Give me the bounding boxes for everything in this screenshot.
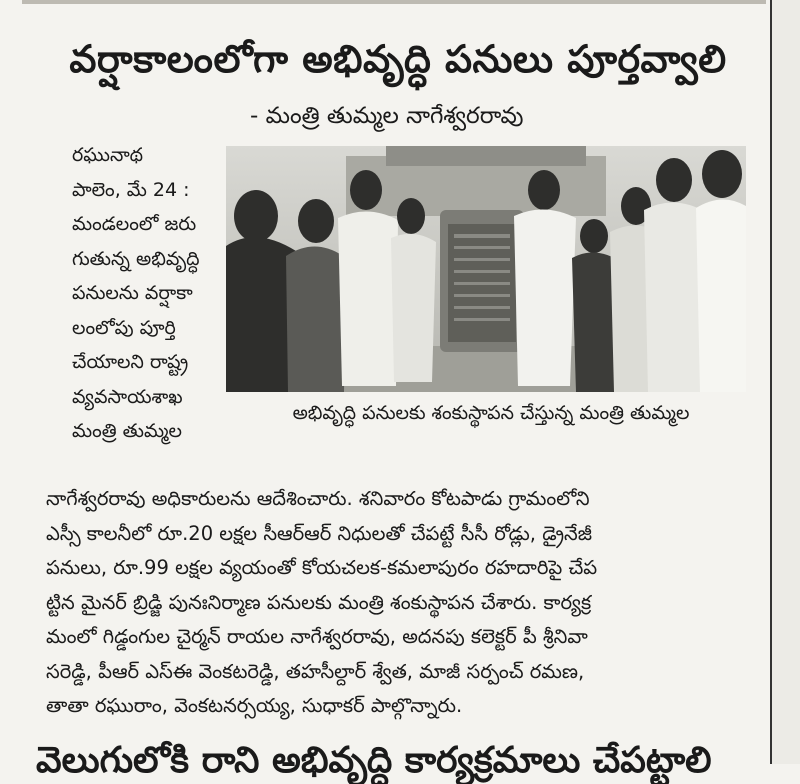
text-line: పనులను వర్షాకా (72, 282, 193, 304)
text-line: పనులు, రూ.99 లక్షల వ్యయంతో కోయచలక-కమలాపురం రహదారిపై చేప (46, 556, 598, 579)
text-line: తాతా రఘురాం, వెంకటనర్సయ్య, సుధాకర్ పాల్గొన్నారు. (46, 694, 463, 717)
article-body (46, 482, 760, 724)
text-line: లంలోపు పూర్తి (72, 316, 176, 339)
text-line: ట్టిన మైనర్ బ్రిడ్జి పునఃనిర్మాణ పనులకు మంత్రి శంకుస్థాపన చేశారు. కార్యక్ర (46, 590, 592, 614)
text-line: నాగేశ్వరరావు అధికారులను ఆదేశించారు. శనివారం కోటపాడు గ్రామంలోని (46, 487, 590, 510)
text-line: మంత్రి తుమ్మల (72, 420, 183, 442)
text-line: మంలో గిడ్డంగుల చైర్మన్ రాయల నాగేశ్వరరావు, అదనపు కలెక్టర్ పీ శ్రీనివా (46, 625, 588, 648)
article-byline: - మంత్రి తుమ్మల నాగేశ్వరరావు (250, 103, 524, 129)
text-line: గుతున్న అభివృద్ధి (72, 247, 200, 270)
text-line: సరెడ్డి, పీఆర్ ఎస్ఈ వెంకటరెడ్డి, తహసీల్దార్ శ్వేత, మాజీ సర్పంచ్ రమణ, (46, 659, 585, 683)
text-line: ఎస్సీ కాలనీలో రూ.20 లక్షల సీఆర్ఆర్ నిధులతో చేపట్టే సీసీ రోడ్లు, డ్రైనేజీ (46, 521, 592, 545)
adjacent-column (772, 0, 800, 764)
ceremony-photo (226, 146, 746, 392)
article-headline: వర్షాకాలంలోగా అభివృద్ధి పనులు పూర్తవ్వాలి (69, 37, 727, 81)
text-line: మండలంలో జరు (72, 213, 197, 235)
top-rule (22, 0, 766, 4)
photo-caption: అభివృద్ధి పనులకు శంకుస్థాపన చేస్తున్న మంత్రి తుమ్మల (292, 402, 690, 424)
next-headline-text: వెలుగులోకి రాని అభివృద్ధి కార్యక్రమాలు చేపట్టాలి (36, 740, 712, 781)
intro-paragraph (72, 138, 218, 449)
text-line: పాలెం, మే 24 : (72, 178, 190, 201)
next-article-headline (36, 740, 766, 781)
text-line: వ్యవసాయశాఖ (72, 385, 183, 408)
news-photo (226, 146, 746, 392)
text-line: రఘునాథ (72, 144, 144, 166)
text-line: చేయాలని రాష్ట్ర (72, 351, 189, 373)
